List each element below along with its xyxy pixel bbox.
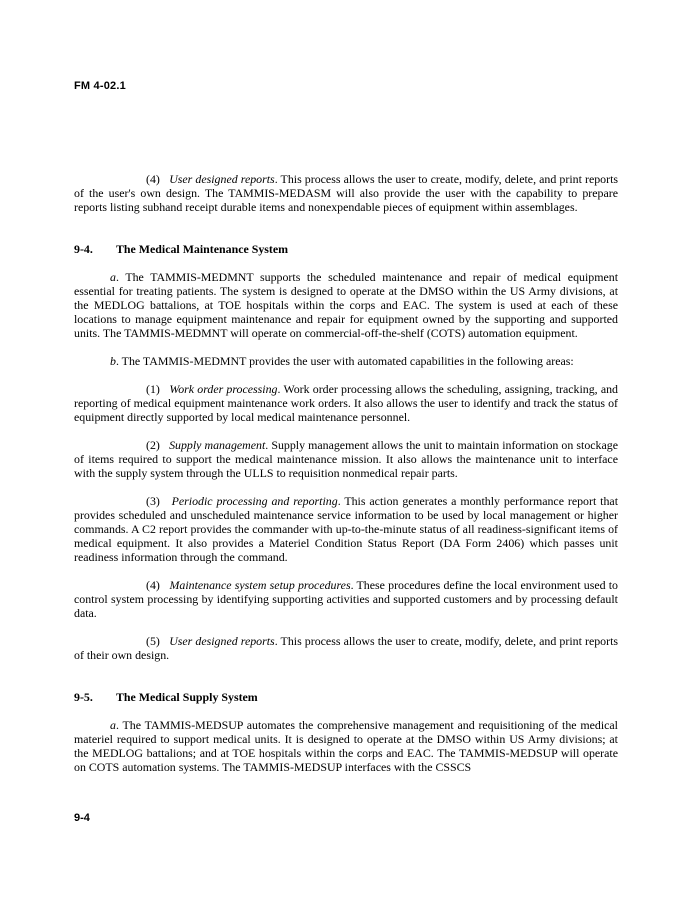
intro-paragraph bbox=[74, 172, 618, 214]
item-text: . These procedures define the local environment used to control system processing by identifying supporting activities and supported customers and by processing default data. bbox=[74, 578, 618, 620]
section-heading-9-4 bbox=[74, 242, 618, 256]
item-title: User designed reports bbox=[169, 172, 275, 186]
paragraph-text: . The TAMMIS-MEDSUP automates the comprehensive management and requisitioning of the medical materiel required to support medical units. It is designed to operate at the DMSO within US Army divisions; at the MEDLOG battalions; and at TOE hospitals within the corps and EAC. The TAMMIS-MEDSUP will operate on COTS automation systems. The TAMMIS-MEDSUP interfaces with the CSSCS bbox=[74, 718, 618, 774]
paragraph-b bbox=[74, 354, 618, 368]
list-item bbox=[74, 578, 618, 620]
list-item bbox=[74, 634, 618, 662]
item-text: . This process allows the user to create, modify, delete, and print reports of their own design. bbox=[74, 634, 619, 662]
section-number: 9-5. bbox=[74, 690, 93, 704]
item-text: . Work order processing allows the scheduling, assigning, tracking, and reporting of medical equipment maintenance work orders. It also allows the user to identify and track the status of equipment directly supported by local medical maintenance personnel. bbox=[74, 382, 619, 424]
item-title: Maintenance system setup procedures bbox=[169, 578, 351, 592]
section-title: The Medical Supply System bbox=[116, 690, 258, 704]
list-item bbox=[74, 494, 618, 564]
paragraph-letter: a bbox=[110, 718, 116, 732]
item-number: (1) bbox=[146, 382, 160, 396]
list-item bbox=[74, 382, 618, 424]
paragraph-a bbox=[74, 270, 618, 340]
running-head: FM 4-02.1 bbox=[74, 80, 126, 92]
item-title: User designed reports bbox=[169, 634, 275, 648]
section-heading-9-5 bbox=[74, 690, 618, 704]
paragraph-letter: a bbox=[110, 270, 116, 284]
paragraph-a bbox=[74, 718, 618, 774]
item-number: (3) bbox=[146, 494, 160, 508]
item-number: (4) bbox=[146, 172, 160, 186]
item-text: . Supply management allows the unit to maintain information on stockage of items required to support the medical maintenance mission. It also allows the maintenance unit to interface with the supply system through the ULLS to requisition nonmedical repair parts. bbox=[74, 438, 618, 480]
item-text: . This action generates a monthly performance report that provides scheduled and unscheduled maintenance service information to be used by local management or higher commands. A C2 report provides the commander with up-to-the-minute status of all readiness-significant items of medical equipment. It also provides a Materiel Condition Status Report (DA Form 2406) which passes unit readiness information through the command. bbox=[74, 494, 619, 564]
page-number: 9-4 bbox=[74, 812, 90, 824]
section-number: 9-4. bbox=[74, 242, 93, 256]
item-number: (2) bbox=[146, 438, 160, 452]
paragraph-text: . The TAMMIS-MEDMNT provides the user with automated capabilities in the following areas: bbox=[115, 354, 574, 368]
paragraph-letter: b bbox=[110, 354, 116, 368]
paragraph-text: . The TAMMIS-MEDMNT supports the scheduled maintenance and repair of medical equipment essential for treating patients. The system is designed to operate at the DMSO within the US Army divisions, at the MEDLOG battalions, at TOE hospitals within the corps and EAC. The system is used at each of these locations to manage equipment maintenance and repair for equipment owned by the supporting and supported units. The TAMMIS-MEDMNT will operate on commercial-off-the-shelf (COTS) automation equipment. bbox=[74, 270, 618, 340]
item-text: . This process allows the user to create, modify, delete, and print reports of the user's own design. The TAMMIS-MEDASM will also provide the user with the capability to prepare reports listing subhand receipt durable items and nonexpendable pieces of equipment within assemblages. bbox=[74, 172, 619, 214]
item-title: Periodic processing and reporting bbox=[171, 494, 338, 508]
item-title: Work order processing bbox=[169, 382, 278, 396]
item-number: (4) bbox=[146, 578, 160, 592]
item-title: Supply management bbox=[169, 438, 266, 452]
page-body bbox=[74, 172, 618, 774]
item-number: (5) bbox=[146, 634, 160, 648]
list-item bbox=[74, 438, 618, 480]
section-title: The Medical Maintenance System bbox=[116, 242, 289, 256]
